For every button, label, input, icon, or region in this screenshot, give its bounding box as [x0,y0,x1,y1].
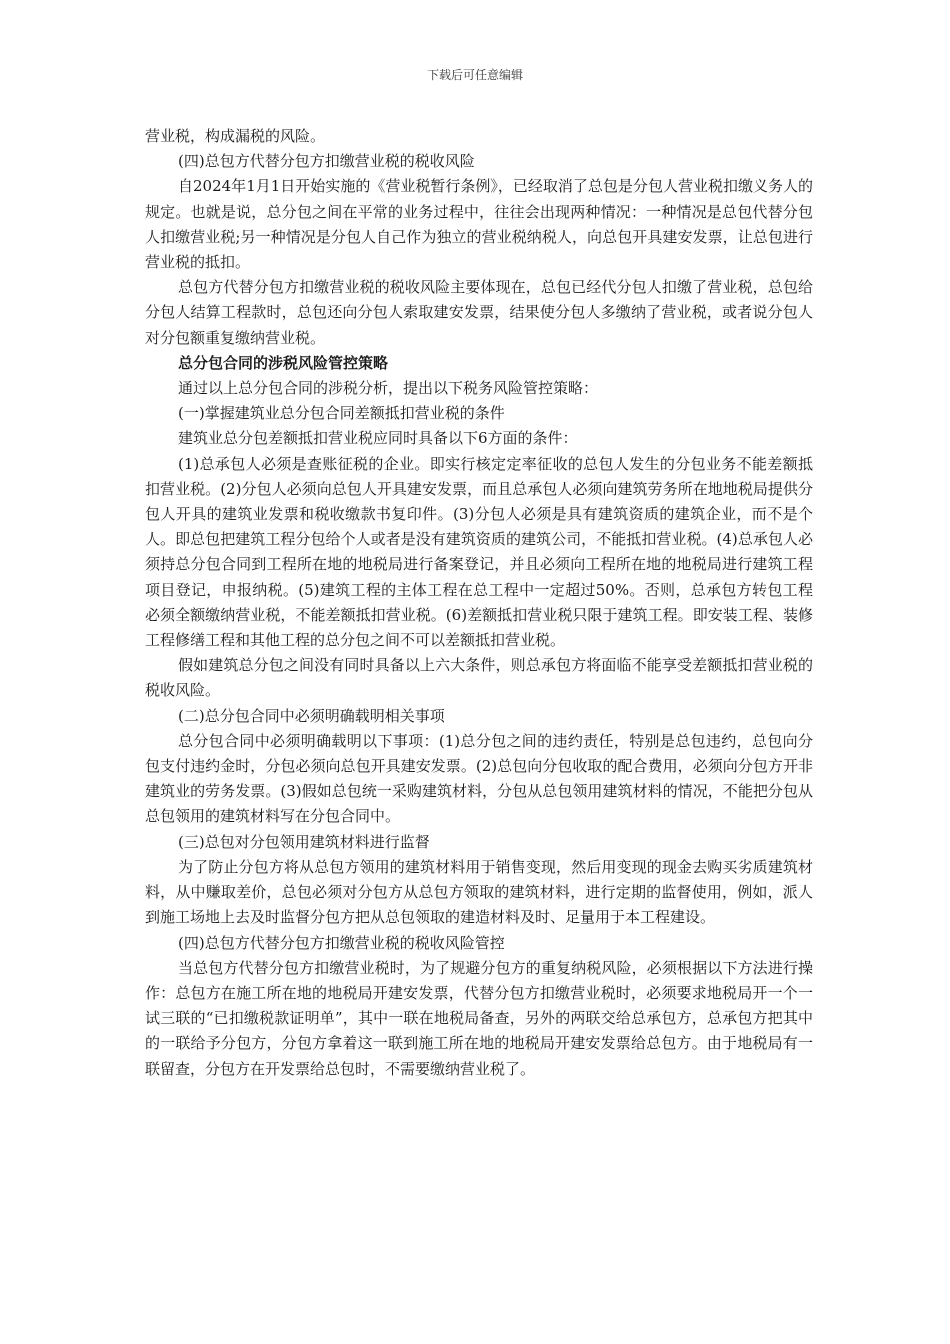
document-body [145,124,813,1082]
paragraph: 总分包合同中必须明确载明以下事项：(1)总分包之间的违约责任，特别是总包违约，总包向分包支付违约金时，分包必须向总包开具建安发票。(2)总包向分包收取的配合费用，必须向分包方开非建筑业的劳务发票。(3)假如总包统一采购建筑材料，分包从总包领用建筑材料的情况，不能把分包从总包领用的建筑材料写在分包合同中。 [145,731,813,826]
paragraph: 营业税，构成漏税的风险。 [145,127,326,145]
paragraph: 建筑业总分包差额抵扣营业税应同时具备以下6方面的条件： [178,429,578,448]
paragraph: 假如建筑总分包之间没有同时具备以上六大条件，则总承包方将面临不能享受差额抵扣营业税的税收风险。 [145,656,813,700]
paragraph: 通过以上总分包合同的涉税分析，提出以下税务风险管控策略： [178,379,599,398]
bold-heading: 总分包合同的涉税风险管控策略 [178,353,389,372]
section-heading: (四)总包方代替分包方扣缴营业税的税收风险 [178,152,475,171]
paragraph: (1)总承包人必须是查账征税的企业。即实行核定定率征收的总包人发生的分包业务不能差额抵扣营业税。(2)分包人必须向总包人开具建安发票，而且总承包人必须向建筑劳务所在地地税局提供分包人开具的建筑业发票和税收缴款书复印件。(3)分包人必须是具有建筑资质的建筑企业，而不是个人。即总包把建筑工程分包给个人或者是没有建筑资质的建筑公司，不能抵扣营业税。(4)总承包人必须持总分包合同到工程所在地的地税局进行备案登记，并且必须向工程所在地的地税局进行建筑工程项目登记，申报纳税。(5)建筑工程的主体工程在总工程中一定超过50%。否则，总承包方转包工程必须全额缴纳营业税，不能差额抵扣营业税。(6)差额抵扣营业税只限于建筑工程。即安装工程、装修工程修缮工程和其他工程的总分包之间不可以差额抵扣营业税。 [145,454,813,650]
paragraph: 自2024年1月1日开始实施的《营业税暂行条例》，已经取消了总包是分包人营业税扣缴义务人的规定。也就是说，总分包之间在平常的业务过程中，往往会出现两种情况：一种情况是总包代替分包人扣缴营业税;另一种情况是分包人自己作为独立的营业税纳税人，向总包开具建安发票，让总包进行营业税的抵扣。 [145,177,813,272]
section-heading: (三)总包对分包领用建筑材料进行监督 [178,832,430,851]
section-heading: (四)总包方代替分包方扣缴营业税的税收风险管控 [178,933,505,952]
section-heading: (一)掌握建筑业总分包合同差额抵扣营业税的条件 [178,404,505,423]
page-header: 下载后可任意编辑 [426,68,523,82]
paragraph: 当总包方代替分包方扣缴营业税时，为了规避分包方的重复纳税风险，必须根据以下方法进行操作：总包方在施工所在地的地税局开建安发票，代替分包方扣缴营业税时，必须要求地税局开一个一试三联的“已扣缴税款证明单”，其中一联在地税局备查，另外的两联交给总承包方，总承包方把其中的一联给予分包方，分包方拿着这一联到施工所在地的地税局开建安发票给总包方。由于地税局有一联留查，分包方在开发票给总包时，不需要缴纳营业税了。 [145,958,813,1078]
paragraph: 总包方代替分包方扣缴营业税的税收风险主要体现在，总包已经代分包人扣缴了营业税，总包给分包人结算工程款时，总包还向分包人索取建安发票，结果使分包人多缴纳了营业税，或者说分包人对分包额重复缴纳营业税。 [145,278,813,347]
section-heading: (二)总分包合同中必须明确载明相关事项 [178,706,445,725]
paragraph: 为了防止分包方将从总包方领用的建筑材料用于销售变现，然后用变现的现金去购买劣质建筑材料，从中赚取差价，总包必须对分包方从总包方领取的建筑材料，进行定期的监督使用，例如，派人到施工场地上去及时监督分包方把从总包领取的建造材料及时、足量用于本工程建设。 [145,857,813,927]
